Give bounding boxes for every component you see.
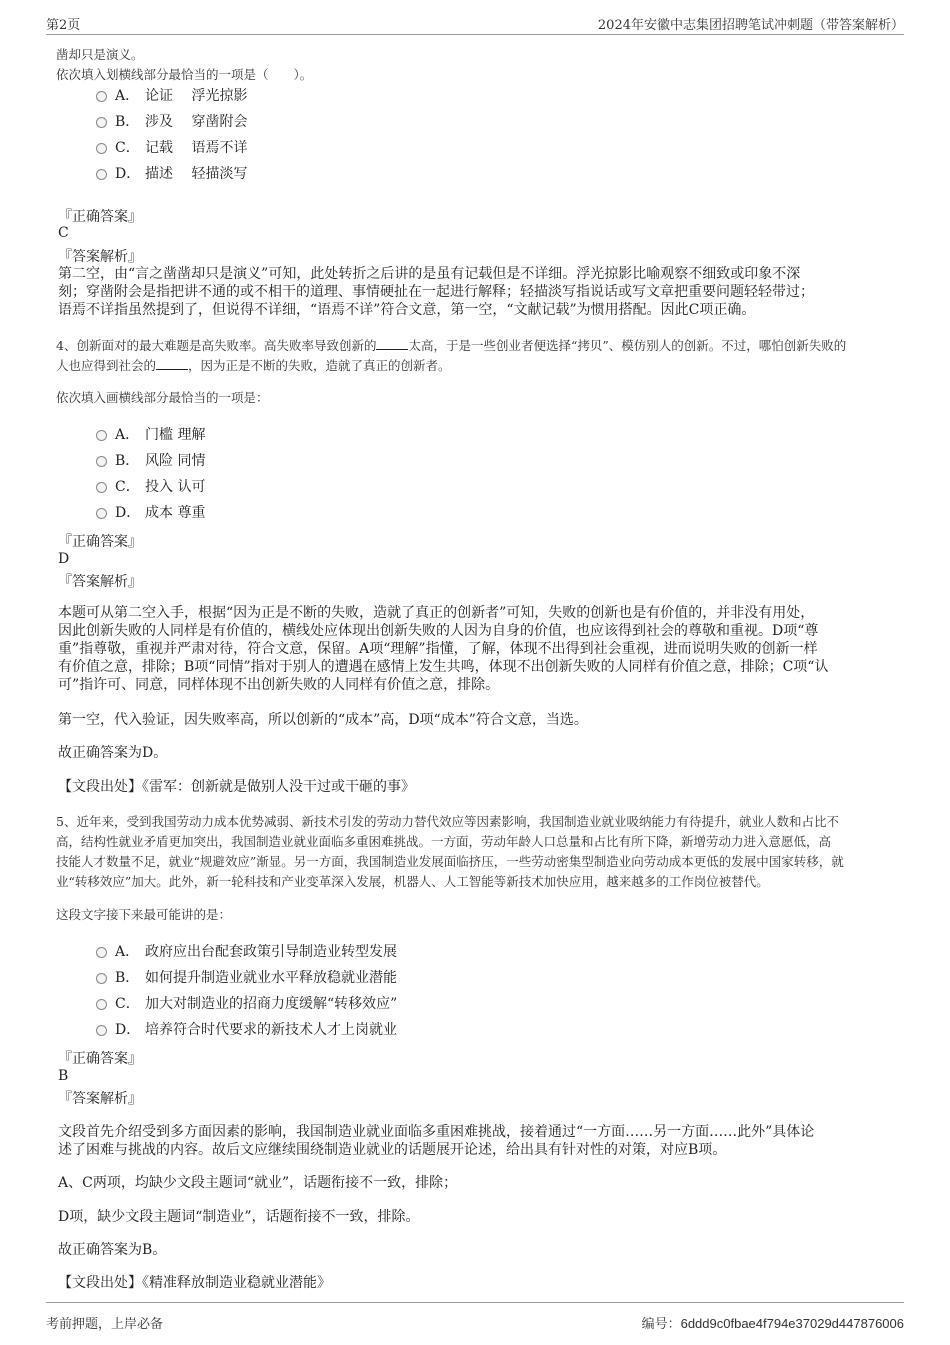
radio-icon[interactable] xyxy=(96,999,107,1010)
q5-analysis-para3: D项，缺少文段主题词“制造业”，话题衔接不一致，排除。 xyxy=(58,1209,420,1225)
document-code: 编号：6ddd9c0fbae4f794e37029d447876006 xyxy=(641,1316,904,1332)
radio-icon[interactable] xyxy=(96,508,107,519)
q4-source: 【文段出处】《雷军：创新就是做别人没干过或干砸的事》 xyxy=(58,779,415,795)
q5-analysis: 文段首先介绍受到多方面因素的影响，我国制造业就业面临多重困难挑战，接着通过“一方面……另一方面……此外”具体论 述了困难与挑战的内容。故后文应继续围绕制造业就业的话题展开论述，给出具有针对性的对策，对应B项。 xyxy=(58,1124,815,1158)
q5-answer: B xyxy=(58,1068,69,1084)
radio-icon[interactable] xyxy=(96,143,107,154)
radio-icon[interactable] xyxy=(96,973,107,984)
q5-analysis-para2: A、C两项，均缺少文段主题词“就业”，话题衔接不一致，排除； xyxy=(58,1175,458,1191)
q4-analysis: 本题可从第二空入手，根据“因为正是不断的失败，造就了真正的创新者”可知，失败的创新也是有价值的，并非没有用处， 因此创新失败的人同样是有价值的，横线处应体现出创新失败的人因为自身的价值，也应该得到社会的尊敬和重视。D项“尊 重”指尊敬，重视并严肃对待，符合文意，保留。A项“理解”指懂，了解，体现不出得到社会重视，进而说明失败的创新一样 有价值之意，排除；B项“同情”指对于别人的遭遇在感情上发生共鸣，体现不出创新失败的人同样有价值之意，排除；C项“认 可”指许可、同意，同样体现不出创新失败的人同样有价值之意，排除。 xyxy=(58,605,829,693)
q4-analysis-label: 『答案解析』 xyxy=(58,574,142,590)
radio-icon[interactable] xyxy=(96,947,107,958)
answer-blank xyxy=(156,357,188,370)
radio-icon[interactable] xyxy=(96,482,107,493)
q4-option-d[interactable]: D． 成本 尊重 xyxy=(96,503,205,523)
q5-analysis-para4: 故正确答案为B。 xyxy=(58,1242,167,1258)
q5-answer-label: 『正确答案』 xyxy=(58,1051,142,1067)
q3-intro-tail: 凿却只是演义。 xyxy=(56,47,144,62)
page-header xyxy=(46,14,904,35)
q3-answer: C xyxy=(58,225,69,241)
document-title: 2024年安徽中志集团招聘笔试冲刺题（带答案解析） xyxy=(597,18,904,33)
q5-analysis-label: 『答案解析』 xyxy=(58,1091,142,1107)
q4-prompt: 依次填入画横线部分最恰当的一项是： xyxy=(56,390,269,405)
radio-icon[interactable] xyxy=(96,1025,107,1036)
q4-analysis-para2: 第一空，代入验证，因失败率高，所以创新的“成本”高，D项“成本”符合文意，当选。 xyxy=(58,712,588,728)
q5-option-c[interactable]: C． 加大对制造业的招商力度缓解“转移效应” xyxy=(96,994,397,1014)
radio-icon[interactable] xyxy=(96,91,107,102)
q3-answer-label: 『正确答案』 xyxy=(58,209,142,225)
footer-slogan: 考前押题，上岸必备 xyxy=(46,1317,164,1332)
q5-prompt: 这段文字接下来最可能讲的是： xyxy=(56,907,232,922)
q5-source: 【文段出处】《精准释放制造业稳就业潜能》 xyxy=(58,1275,331,1291)
q4-analysis-para3: 故正确答案为D。 xyxy=(58,745,168,761)
q4-option-b[interactable]: B． 风险 同情 xyxy=(96,451,205,471)
q4-stem: 4、创新面对的最大难题是高失败率。高失败率导致创新的 太高，于是一些创业者便选择“拷贝”、模仿别人的创新。不过，哪怕创新失败的 人也应得到社会的 ，因为正是不断的失败，造就了真正的创新者。 xyxy=(56,338,847,373)
q3-option-a[interactable]: A． 论证 浮光掠影 xyxy=(96,86,247,106)
q4-answer-label: 『正确答案』 xyxy=(58,534,142,550)
q4-answer: D xyxy=(58,551,70,567)
radio-icon[interactable] xyxy=(96,430,107,441)
q5-option-a[interactable]: A． 政府应出台配套政策引导制造业转型发展 xyxy=(96,942,397,962)
radio-icon[interactable] xyxy=(96,169,107,180)
q3-analysis-label: 『答案解析』 xyxy=(58,249,142,265)
radio-icon[interactable] xyxy=(96,456,107,467)
q4-option-c[interactable]: C． 投入 认可 xyxy=(96,477,205,497)
q4-option-a[interactable]: A． 门槛 理解 xyxy=(96,425,205,445)
q5-stem: 5、近年来，受到我国劳动力成本优势减弱、新技术引发的劳动力替代效应等因素影响，我国制造业就业吸纳能力有待提升，就业人数和占比不 高，结构性就业矛盾更加突出，我国制造业就业面临多重困难挑战。一方面，劳动年龄人口总量和占比有所下降，新增劳动力进入意愿低，高 技能人才数量不足，就业“规避效应”渐显。另一方面，我国制造业发展面临挤压，一些劳动密集型制造业向劳动成本更低的发展中国家转移，就 业“转移效应”加大。此外，新一轮科技和产业变革深入发展，机器人、人工智能等新技术加快应用，越来越多的工作岗位被替代。 xyxy=(56,814,844,889)
page-number: 第2页 xyxy=(46,18,81,33)
radio-icon[interactable] xyxy=(96,117,107,128)
q3-analysis: 第二空，由“言之凿凿却只是演义”可知，此处转折之后讲的是虽有记载但是不详细。浮光掠影比喻观察不细致或印象不深 刻；穿凿附会是指把讲不通的或不相干的道理、事情硬扯在一起进行解释；轻描淡写指说话或写文章把重要问题轻轻带过； 语焉不详指虽然提到了，但说得不详细，“语焉不详”符合文意，第一空，“文献记载”为惯用搭配。因此C项正确。 xyxy=(58,266,814,318)
q3-option-c[interactable]: C． 记载 语焉不详 xyxy=(96,138,247,158)
q3-option-b[interactable]: B． 涉及 穿凿附会 xyxy=(96,112,247,132)
q3-option-d[interactable]: D． 描述 轻描淡写 xyxy=(96,164,247,184)
q3-prompt: 依次填入划横线部分最恰当的一项是（ ）。 xyxy=(56,67,313,82)
answer-blank xyxy=(376,337,408,350)
page-footer xyxy=(46,1302,904,1331)
q5-option-b[interactable]: B． 如何提升制造业就业水平释放稳就业潜能 xyxy=(96,968,397,988)
q5-option-d[interactable]: D． 培养符合时代要求的新技术人才上岗就业 xyxy=(96,1020,397,1040)
